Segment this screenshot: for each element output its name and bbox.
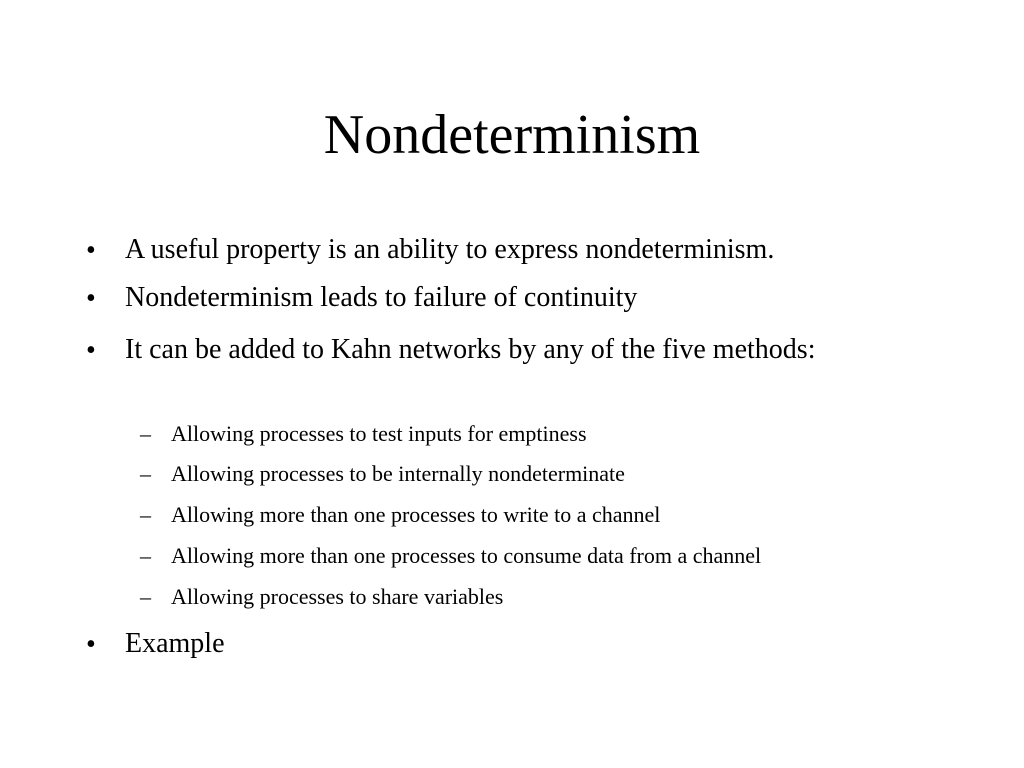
- bullet-item: Example: [125, 628, 225, 659]
- bullet-item: A useful property is an ability to express nondeterminism.: [125, 234, 775, 265]
- sub-bullet-marker: –: [140, 461, 151, 486]
- sub-bullet-marker: –: [140, 502, 151, 527]
- slide-title: Nondeterminism: [323, 104, 701, 166]
- sub-bullet-marker: –: [140, 584, 151, 609]
- bullet-marker: •: [86, 235, 96, 266]
- sub-bullet-marker: –: [140, 543, 151, 568]
- sub-bullet-item: Allowing processes to share variables: [171, 584, 504, 609]
- sub-bullet-item: Allowing processes to be internally nondeterminate: [171, 461, 625, 486]
- bullet-marker: •: [86, 629, 96, 660]
- sub-bullet-marker: –: [140, 421, 151, 446]
- bullet-item: Nondeterminism leads to failure of continuity: [125, 282, 638, 313]
- bullet-marker: •: [86, 283, 96, 314]
- bullet-item: It can be added to Kahn networks by any of the five methods:: [125, 334, 816, 365]
- bullet-marker: •: [86, 335, 96, 366]
- sub-bullet-item: Allowing more than one processes to write to a channel: [171, 502, 661, 527]
- sub-bullet-item: Allowing more than one processes to consume data from a channel: [171, 543, 762, 568]
- sub-bullet-item: Allowing processes to test inputs for emptiness: [171, 421, 587, 446]
